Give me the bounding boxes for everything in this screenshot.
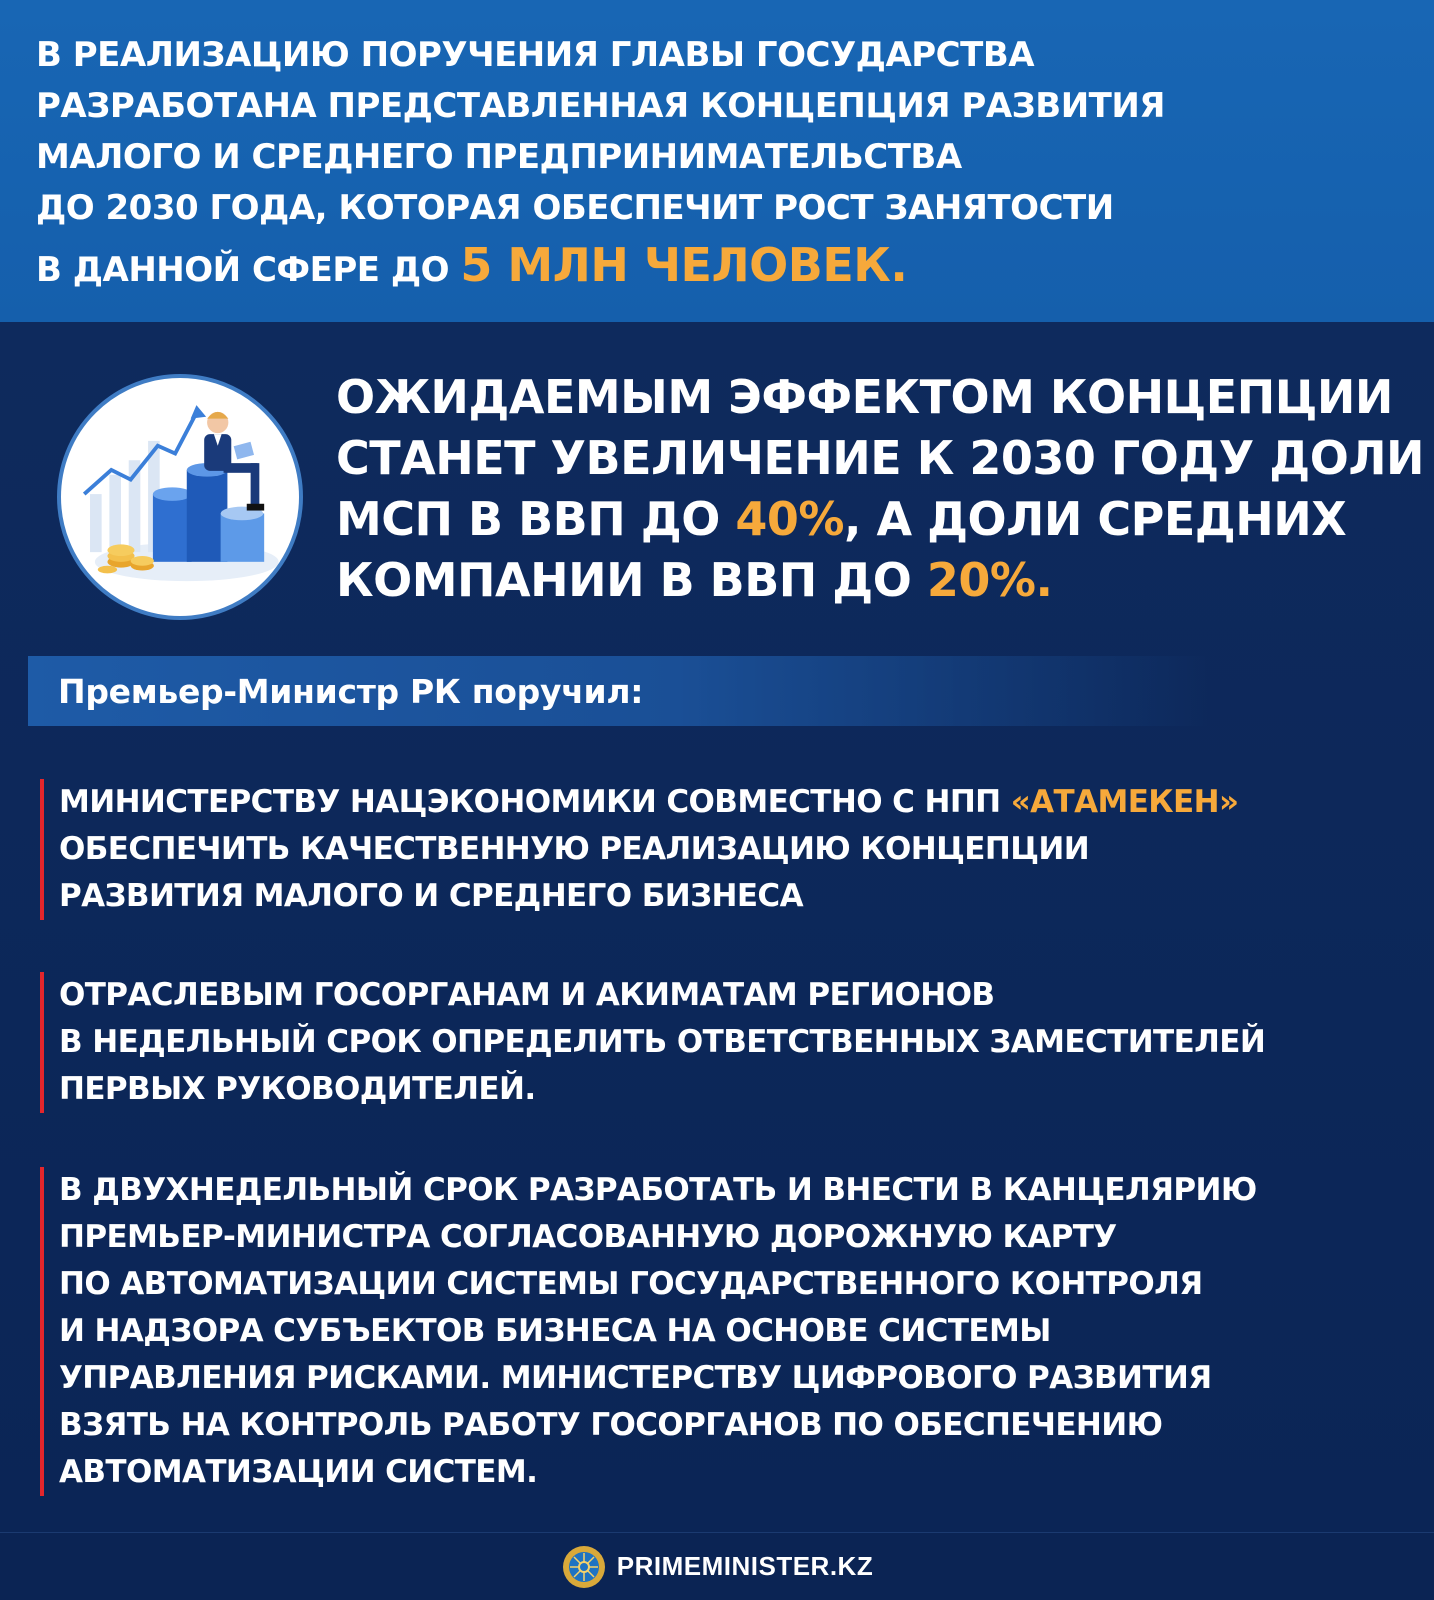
header-last-prefix: В ДАННОЙ СФЕРЕ ДО (36, 250, 461, 290)
pm-instruction-header (28, 656, 1208, 726)
instruction-1-prefix: МИНИСТЕРСТВУ НАЦЭКОНОМИКИ СОВМЕСТНО С НПП (59, 784, 1011, 820)
footer (0, 1532, 1434, 1600)
instruction-3-line-7: АВТОМАТИЗАЦИИ СИСТЕМ. (59, 1454, 538, 1490)
header-line-2: РАЗРАБОТАНА ПРЕДСТАВЛЕННАЯ КОНЦЕПЦИЯ РАЗВИТИЯ (36, 86, 1165, 126)
header-line-5 (36, 240, 1398, 296)
header-highlight: 5 МЛН ЧЕЛОВЕК. (460, 238, 908, 292)
atameken-highlight: «АТАМЕКЕН» (1010, 784, 1239, 820)
effect-line-1: ОЖИДАЕМЫМ ЭФФЕКТОМ КОНЦЕПЦИИ (336, 370, 1393, 424)
effect-line-3-prefix: МСП В ВВП ДО (336, 492, 736, 546)
effect-line-4-prefix: КОМПАНИИ В ВВП ДО (336, 553, 927, 607)
main-panel (0, 322, 1434, 1532)
instruction-1-line-2: ОБЕСПЕЧИТЬ КАЧЕСТВЕННУЮ РЕАЛИЗАЦИЮ КОНЦЕПЦИИ (59, 831, 1090, 867)
instruction-2-line-1: ОТРАСЛЕВЫМ ГОСОРГАНАМ И АКИМАТАМ РЕГИОНОВ (59, 977, 995, 1013)
effect-line-3-suffix: , А ДОЛИ СРЕДНИХ (843, 492, 1347, 546)
header-line-3: МАЛОГО И СРЕДНЕГО ПРЕДПРИНИМАТЕЛЬСТВА (36, 137, 962, 177)
top-banner (0, 0, 1434, 322)
instruction-1-line-1 (59, 779, 1420, 826)
effect-highlight-40: 40% (735, 492, 844, 546)
business-growth-illustration (57, 374, 303, 620)
effect-line-3 (336, 489, 1416, 550)
instruction-2-line-2: В НЕДЕЛЬНЫЙ СРОК ОПРЕДЕЛИТЬ ОТВЕТСТВЕННЫХ ЗАМЕСТИТЕЛЕЙ (59, 1024, 1266, 1060)
effect-statement (336, 367, 1425, 611)
instruction-1-line-3: РАЗВИТИЯ МАЛОГО И СРЕДНЕГО БИЗНЕСА (59, 878, 803, 914)
kazakhstan-emblem-icon (561, 1544, 607, 1590)
instruction-3-line-4: И НАДЗОРА СУБЪЕКТОВ БИЗНЕСА НА ОСНОВЕ СИСТЕМЫ (59, 1313, 1051, 1349)
instruction-2-line-3: ПЕРВЫХ РУКОВОДИТЕЛЕЙ. (59, 1071, 536, 1107)
effect-line-2: СТАНЕТ УВЕЛИЧЕНИЕ К 2030 ГОДУ ДОЛИ (336, 431, 1425, 485)
header-line-4: ДО 2030 ГОДА, КОТОРАЯ ОБЕСПЕЧИТ РОСТ ЗАНЯТОСТИ (36, 188, 1114, 228)
instruction-item-2 (40, 972, 1420, 1113)
instruction-3-line-6: ВЗЯТЬ НА КОНТРОЛЬ РАБОТУ ГОСОРГАНОВ ПО ОБЕСПЕЧЕНИЮ (59, 1407, 1163, 1443)
footer-brand[interactable]: PRIMEMINISTER.KZ (616, 1551, 874, 1581)
instruction-3-line-5: УПРАВЛЕНИЯ РИСКАМИ. МИНИСТЕРСТВУ ЦИФРОВОГО РАЗВИТИЯ (59, 1360, 1212, 1396)
pm-title: Премьер-Министр РК поручил: (58, 671, 644, 711)
business-growth-icon (61, 378, 299, 616)
instruction-3-line-2: ПРЕМЬЕР-МИНИСТРА СОГЛАСОВАННУЮ ДОРОЖНУЮ КАРТУ (59, 1219, 1117, 1255)
effect-highlight-20: 20%. (926, 553, 1053, 607)
header-line-1: В РЕАЛИЗАЦИЮ ПОРУЧЕНИЯ ГЛАВЫ ГОСУДАРСТВА (36, 35, 1035, 75)
instruction-3-line-3: ПО АВТОМАТИЗАЦИИ СИСТЕМЫ ГОСУДАРСТВЕННОГО КОНТРОЛЯ (59, 1266, 1203, 1302)
instruction-item-1 (40, 779, 1420, 920)
instruction-item-3 (40, 1167, 1420, 1496)
effect-line-4 (336, 550, 1416, 611)
instruction-3-line-1: В ДВУХНЕДЕЛЬНЫЙ СРОК РАЗРАБОТАТЬ И ВНЕСТИ В КАНЦЕЛЯРИЮ (59, 1172, 1257, 1208)
header-text (36, 30, 1398, 296)
